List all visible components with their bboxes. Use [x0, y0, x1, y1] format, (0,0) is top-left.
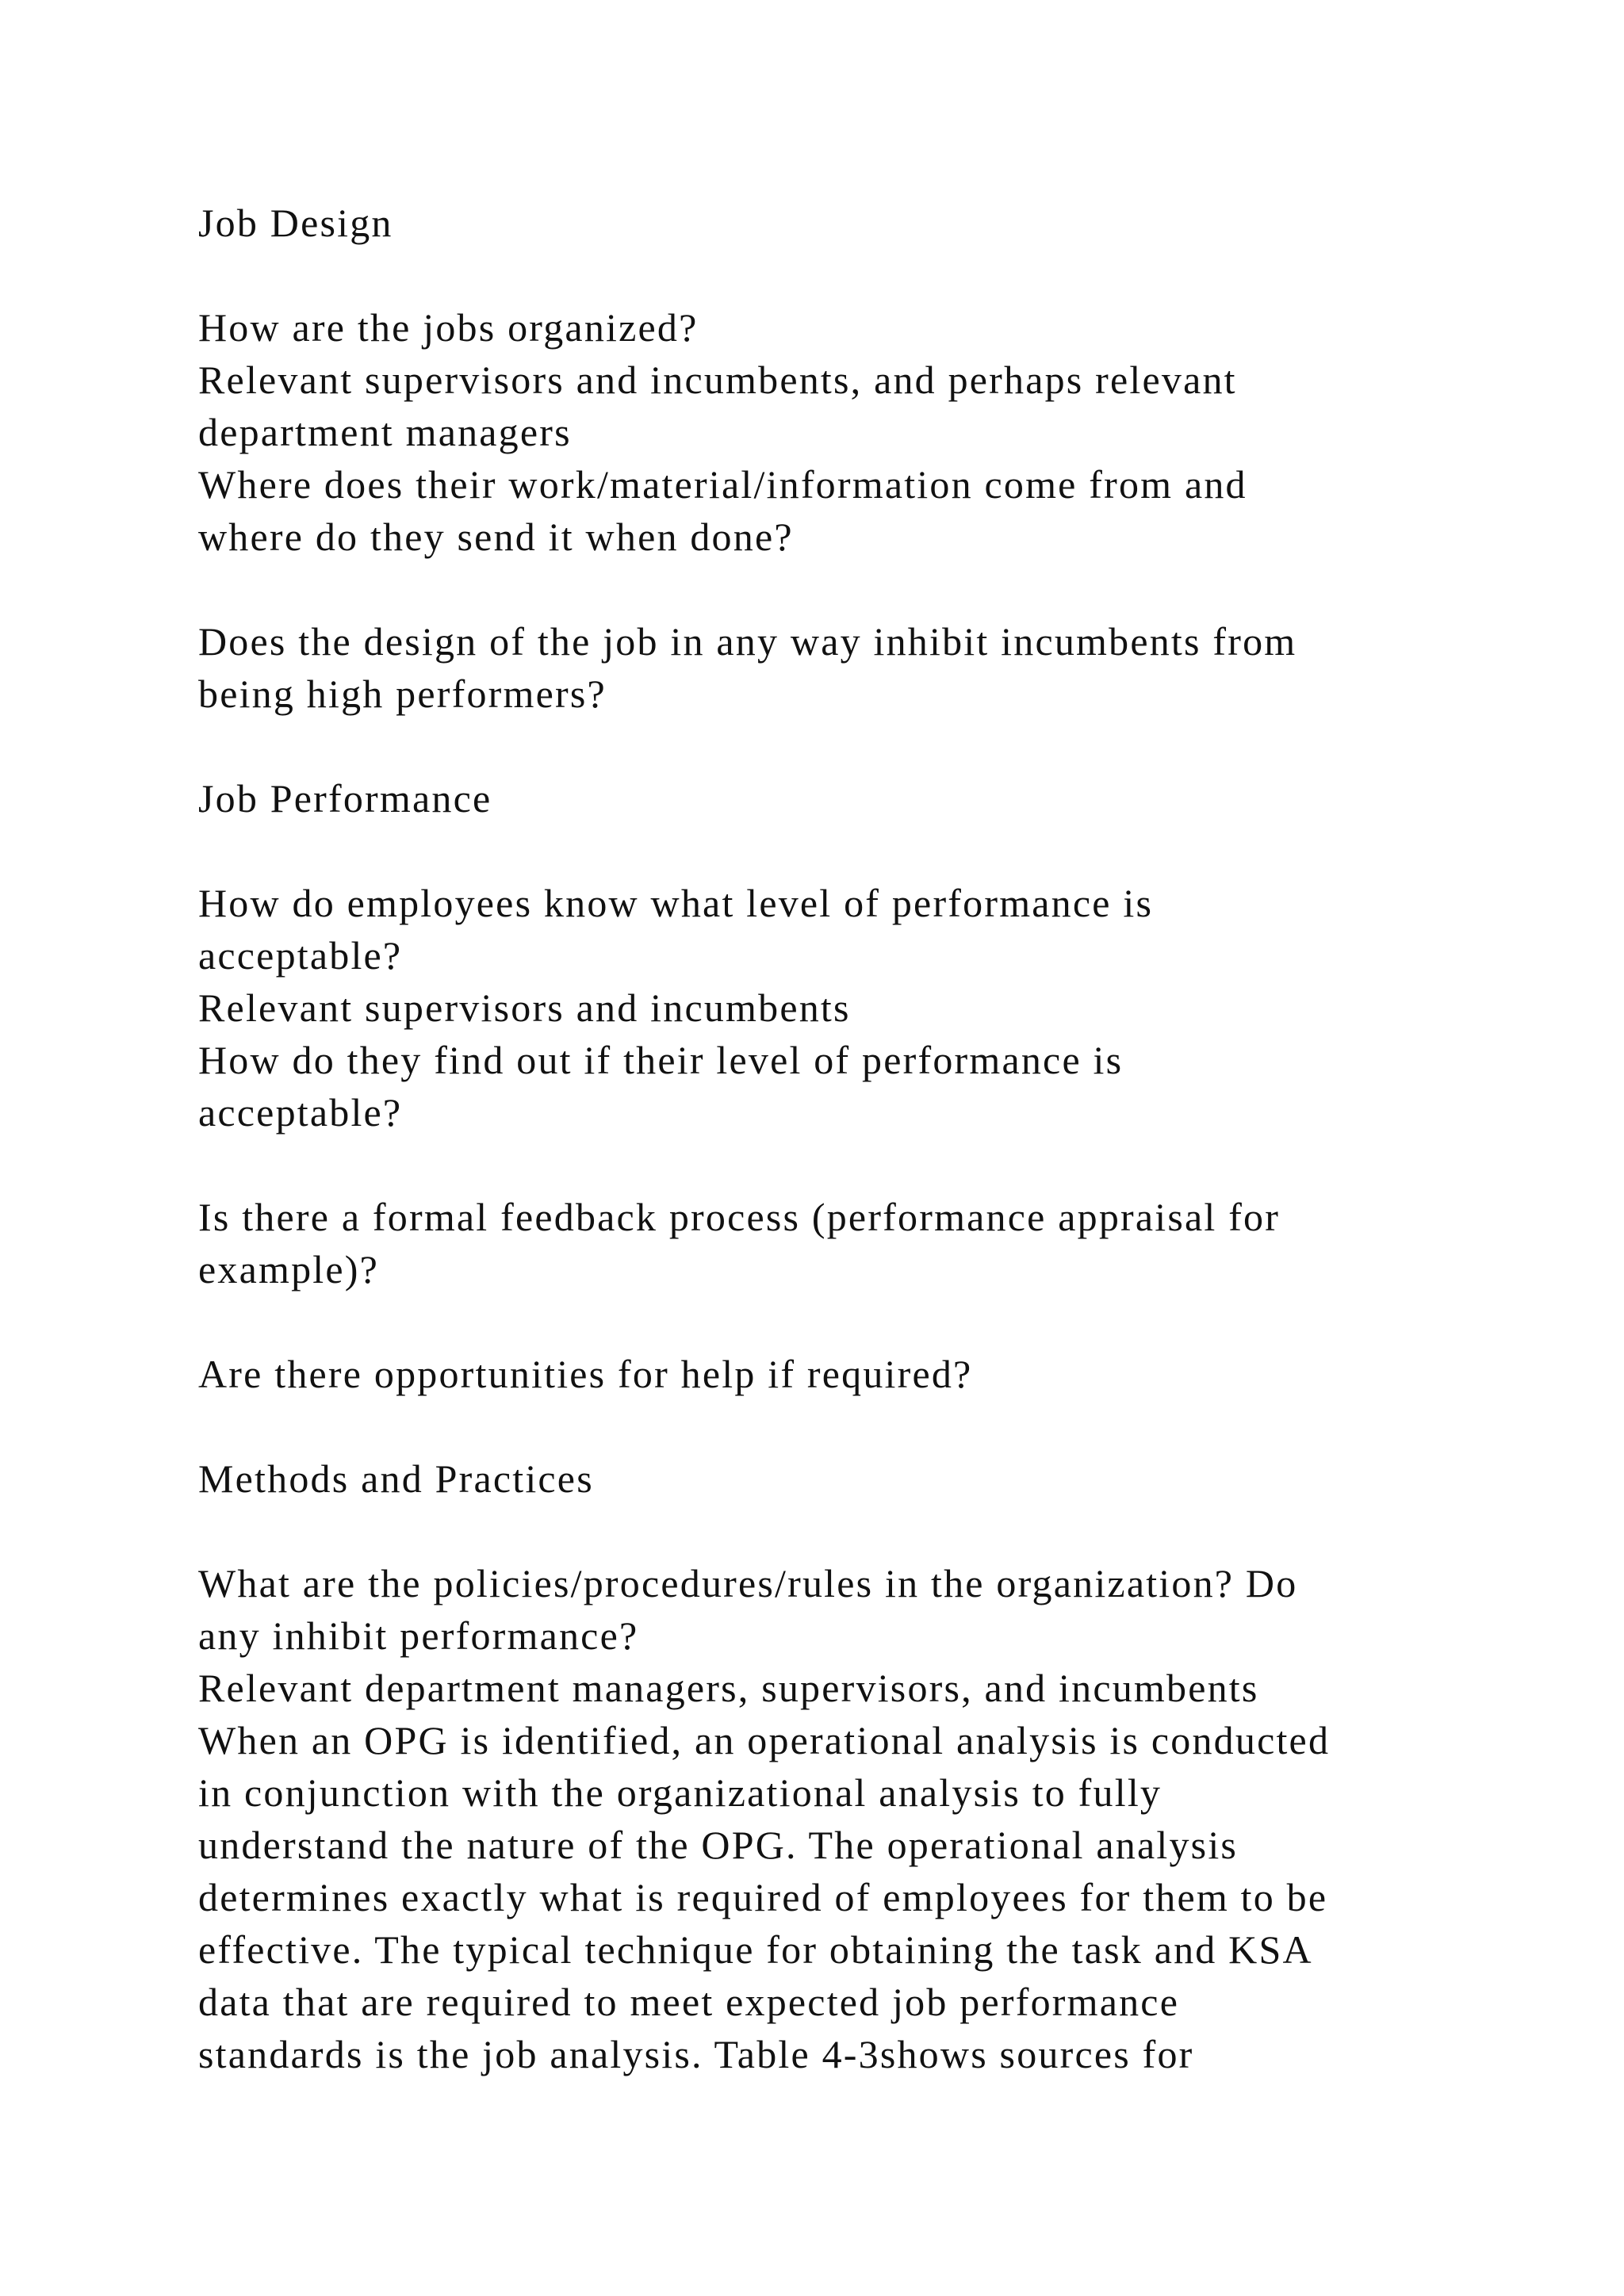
- text-line: in conjunction with the organizational analysis to fully: [198, 1770, 1162, 1815]
- text-line: data that are required to meet expected job performance: [198, 1980, 1180, 2024]
- text-line: Are there opportunities for help if required?: [198, 1352, 973, 1396]
- text-line: example)?: [198, 1247, 380, 1292]
- text-line: When an OPG is identified, an operational analysis is conducted: [198, 1718, 1331, 1762]
- text-line: understand the nature of the OPG. The operational analysis: [198, 1823, 1239, 1867]
- text-line: acceptable?: [198, 933, 403, 978]
- text-line: effective. The typical technique for obtaining the task and KSA: [198, 1927, 1313, 1972]
- text-line: Does the design of the job in any way inhibit incumbents from: [198, 619, 1297, 664]
- text-line: Relevant department managers, supervisors, and incumbents: [198, 1666, 1259, 1710]
- text-line: How do they find out if their level of performance is: [198, 1038, 1124, 1082]
- heading-job-design: Job Design: [198, 201, 393, 245]
- text-line: standards is the job analysis. Table 4-3shows sources for: [198, 2032, 1194, 2076]
- text-line: being high performers?: [198, 672, 607, 716]
- text-line: How are the jobs organized?: [198, 305, 699, 350]
- text-line: How do employees know what level of performance is: [198, 881, 1154, 925]
- text-line: Relevant supervisors and incumbents, and perhaps relevant: [198, 358, 1237, 402]
- text-line: determines exactly what is required of employees for them to be: [198, 1875, 1328, 1919]
- text-line: Where does their work/material/information come from and: [198, 462, 1247, 507]
- text-line: where do they send it when done?: [198, 515, 794, 559]
- text-line: Is there a formal feedback process (performance appraisal for: [198, 1195, 1281, 1239]
- text-line: acceptable?: [198, 1090, 403, 1135]
- text-line: any inhibit performance?: [198, 1613, 639, 1658]
- text-line: department managers: [198, 410, 572, 454]
- text-line: Relevant supervisors and incumbents: [198, 985, 851, 1030]
- heading-job-performance: Job Performance: [198, 776, 492, 821]
- text-line: What are the policies/procedures/rules in the organization? Do: [198, 1561, 1298, 1605]
- heading-methods-and-practices: Methods and Practices: [198, 1456, 594, 1501]
